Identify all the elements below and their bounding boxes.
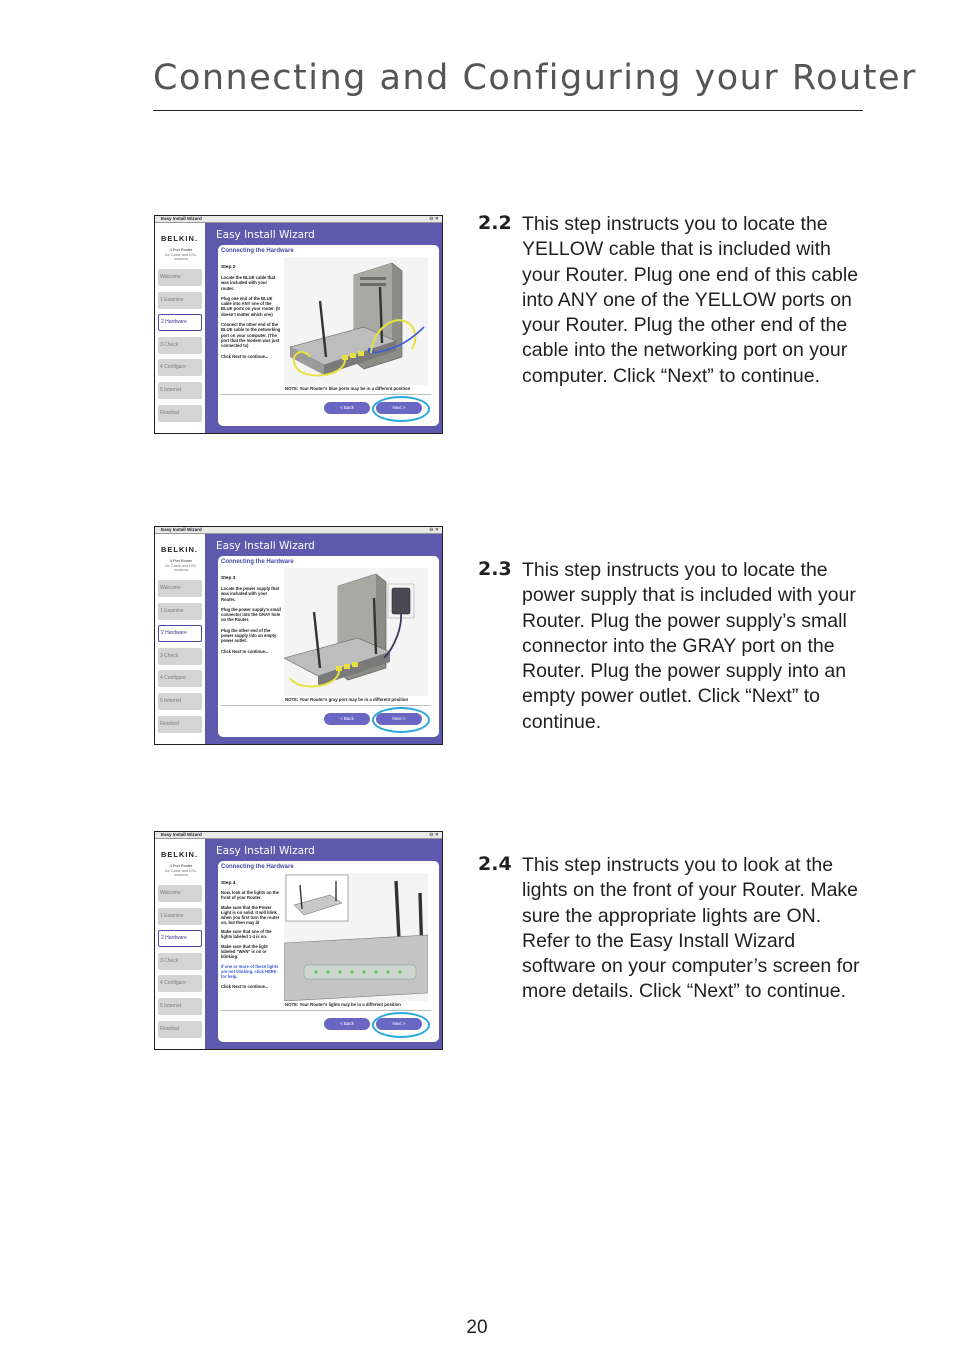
nav-item-welcome[interactable]: Welcome — [158, 269, 202, 286]
wizard-screenshot-step-3 — [154, 526, 443, 745]
step-number: 2.2 — [478, 212, 512, 234]
next-button[interactable]: Next > — [376, 713, 422, 725]
wizard-screenshot-step-4 — [154, 831, 443, 1050]
nav-item-hardware[interactable]: 2 Hardware — [158, 625, 202, 642]
wizard-sidebar — [155, 534, 205, 744]
router-blue-cable-illustration — [284, 257, 428, 385]
wizard-step-nav — [158, 885, 202, 1043]
wizard-divider — [221, 705, 431, 706]
router-model — [159, 559, 203, 573]
nav-item-configure[interactable]: 4 Configure — [158, 975, 202, 992]
wizard-subheading: Connecting the Hardware — [221, 248, 294, 254]
step-description: This step instructs you to locate the power supply that is included with your Router. Plug the power supply’s small connector into the GRAY port on the Router. Plug the power supply into an empty power outlet. Click “Next” to continue. — [522, 559, 856, 733]
instruction: Click Next to continue... — [221, 353, 269, 359]
wizard-subheading: Connecting the Hardware — [221, 559, 294, 565]
nav-item-internet[interactable]: 5 Internet — [158, 382, 202, 399]
nav-item-examine[interactable]: 1 Examine — [158, 908, 202, 925]
wizard-header: Easy Install Wizard — [216, 229, 315, 241]
wizard-titlebar — [155, 216, 442, 223]
wizard-step-nav — [158, 269, 202, 427]
router-lights-illustration — [284, 873, 428, 1001]
wizard-step-label: Step 3 — [221, 576, 236, 581]
instruction: Click Next to continue... — [221, 648, 269, 654]
router-model-name: 4 Port Router — [169, 248, 193, 252]
instruction: Plug one end of the BLUE cable into ANY one of the BLUE ports on your router. (It doesn't matter which one) — [221, 295, 280, 317]
instruction: Locate the BLUE cable that was included with your router. — [221, 275, 276, 291]
wizard-instructions — [221, 586, 281, 659]
wizard-instructions — [221, 275, 281, 364]
belkin-logo: BELKIN. — [161, 850, 198, 859]
router-power-supply-illustration — [284, 568, 428, 696]
wizard-window-title: Easy Install Wizard — [161, 527, 202, 532]
nav-item-internet[interactable]: 5 Internet — [158, 998, 202, 1015]
back-button[interactable]: < Back — [324, 402, 370, 414]
next-highlight-ring — [372, 707, 430, 733]
router-model-name: 4 Port Router — [169, 864, 193, 868]
nav-item-finished[interactable]: Finished — [158, 716, 202, 733]
instruction: Now, look at the lights on the front of your Router. — [221, 890, 280, 900]
nav-item-welcome[interactable]: Welcome — [158, 885, 202, 902]
title-divider — [153, 110, 863, 111]
instruction: Locate the power supply that was included with your Router. — [221, 586, 279, 602]
router-thumbnail — [286, 875, 348, 921]
wizard-subheading: Connecting the Hardware — [221, 864, 294, 870]
nav-item-examine[interactable]: 1 Examine — [158, 292, 202, 309]
wizard-titlebar — [155, 832, 442, 839]
instruction: Make sure that one of the lights labeled 1-4 is on. — [221, 929, 272, 940]
wizard-panel — [218, 245, 439, 426]
power-adapter — [392, 588, 410, 614]
wizard-panel — [218, 861, 439, 1042]
wizard-header: Easy Install Wizard — [216, 540, 315, 552]
wizard-main — [205, 534, 442, 744]
next-highlight-ring — [372, 1012, 430, 1038]
back-button[interactable]: < Back — [324, 1018, 370, 1030]
window-controls-icon[interactable]: ⊖ ✕ — [429, 527, 439, 533]
wizard-note: NOTE: Your Router's gray port may be in a different position — [285, 697, 409, 702]
router-model-desc: for Cable and DSL modems — [165, 868, 197, 877]
instruction: Plug the power supply's small connector into the GRAY hole on the Router. — [221, 606, 281, 623]
nav-item-examine[interactable]: 1 Examine — [158, 603, 202, 620]
nav-item-configure[interactable]: 4 Configure — [158, 359, 202, 376]
step-number: 2.4 — [478, 853, 512, 875]
wizard-step-label: Step 2 — [221, 265, 236, 270]
wizard-header: Easy Install Wizard — [216, 845, 315, 857]
nav-item-configure[interactable]: 4 Configure — [158, 670, 202, 687]
wizard-window-title: Easy Install Wizard — [161, 832, 202, 837]
nav-item-hardware[interactable]: 2 Hardware — [158, 930, 202, 947]
back-button[interactable]: < Back — [324, 713, 370, 725]
router-model — [159, 864, 203, 878]
router-model — [159, 248, 203, 262]
instruction: Plug the other end of the power supply into an empty power outlet. — [221, 627, 277, 644]
nav-item-welcome[interactable]: Welcome — [158, 580, 202, 597]
wizard-main — [205, 223, 442, 433]
nav-item-hardware[interactable]: 2 Hardware — [158, 314, 202, 331]
help-link-instruction[interactable]: If one or more of these lights are not blinking, click HERE for help. — [221, 963, 279, 979]
wizard-divider — [221, 394, 431, 395]
page-number: 20 — [466, 1317, 488, 1338]
nav-item-finished[interactable]: Finished — [158, 1021, 202, 1038]
wizard-main — [205, 839, 442, 1049]
nav-item-internet[interactable]: 5 Internet — [158, 693, 202, 710]
nav-item-check[interactable]: 3 Check — [158, 648, 202, 665]
belkin-logo: BELKIN. — [161, 234, 198, 243]
belkin-logo: BELKIN. — [161, 545, 198, 554]
wizard-sidebar — [155, 839, 205, 1049]
wizard-screenshot-step-2 — [154, 215, 443, 434]
instruction: Click Next to continue... — [221, 983, 269, 989]
instruction: Connect the other end of the BLUE cable to the networking port on your computer. (The port that the modem was just connected to) — [221, 322, 281, 349]
instruction: Make sure that the Power Light is on solid. It will blink when you first turn the router on, but then may lit — [221, 904, 280, 925]
instruction: Make sure that the light labeled "WAN" is on or blinking. — [221, 944, 268, 960]
nav-item-check[interactable]: 3 Check — [158, 953, 202, 970]
router-model-name: 4 Port Router — [169, 559, 193, 563]
nav-item-finished[interactable]: Finished — [158, 405, 202, 422]
step-number: 2.3 — [478, 558, 512, 580]
step-description: This step instructs you to look at the lights on the front of your Router. Make sure the appropriate lights are ON. Refer to the Easy Install Wizard software on your computer’s screen for more details. Click “Next” to continue. — [522, 854, 860, 1003]
wizard-panel — [218, 556, 439, 737]
next-highlight-ring — [372, 396, 430, 422]
wizard-titlebar — [155, 527, 442, 534]
wizard-step-nav — [158, 580, 202, 738]
step-description: This step instructs you to locate the YELLOW cable that is included with your Router. Plug one end of this cable into ANY one of the YELLOW ports on your Router. Plug the other end of the cable into the networking port on your computer. Click “Next” to continue. — [522, 213, 859, 387]
wizard-step-label: Step 4 — [221, 881, 236, 886]
wizard-note: NOTE: Your Router's lights may be in a different position — [285, 1002, 401, 1007]
router-model-desc: for Cable and DSL modems — [165, 252, 197, 261]
wizard-window-title: Easy Install Wizard — [161, 216, 202, 221]
wizard-sidebar — [155, 223, 205, 433]
page-title: Connecting and Configuring your Router — [153, 58, 917, 98]
router-model-desc: for Cable and DSL modems — [165, 563, 197, 572]
nav-item-check[interactable]: 3 Check — [158, 337, 202, 354]
wizard-divider — [221, 1010, 431, 1011]
next-button[interactable]: Next > — [376, 1018, 422, 1030]
window-controls-icon[interactable]: ⊖ ✕ — [429, 832, 439, 838]
wizard-note: NOTE: Your Router's blue ports may be in a different position — [285, 386, 411, 391]
next-button[interactable]: Next > — [376, 402, 422, 414]
wizard-instructions — [221, 891, 281, 995]
window-controls-icon[interactable]: ⊖ ✕ — [429, 216, 439, 222]
